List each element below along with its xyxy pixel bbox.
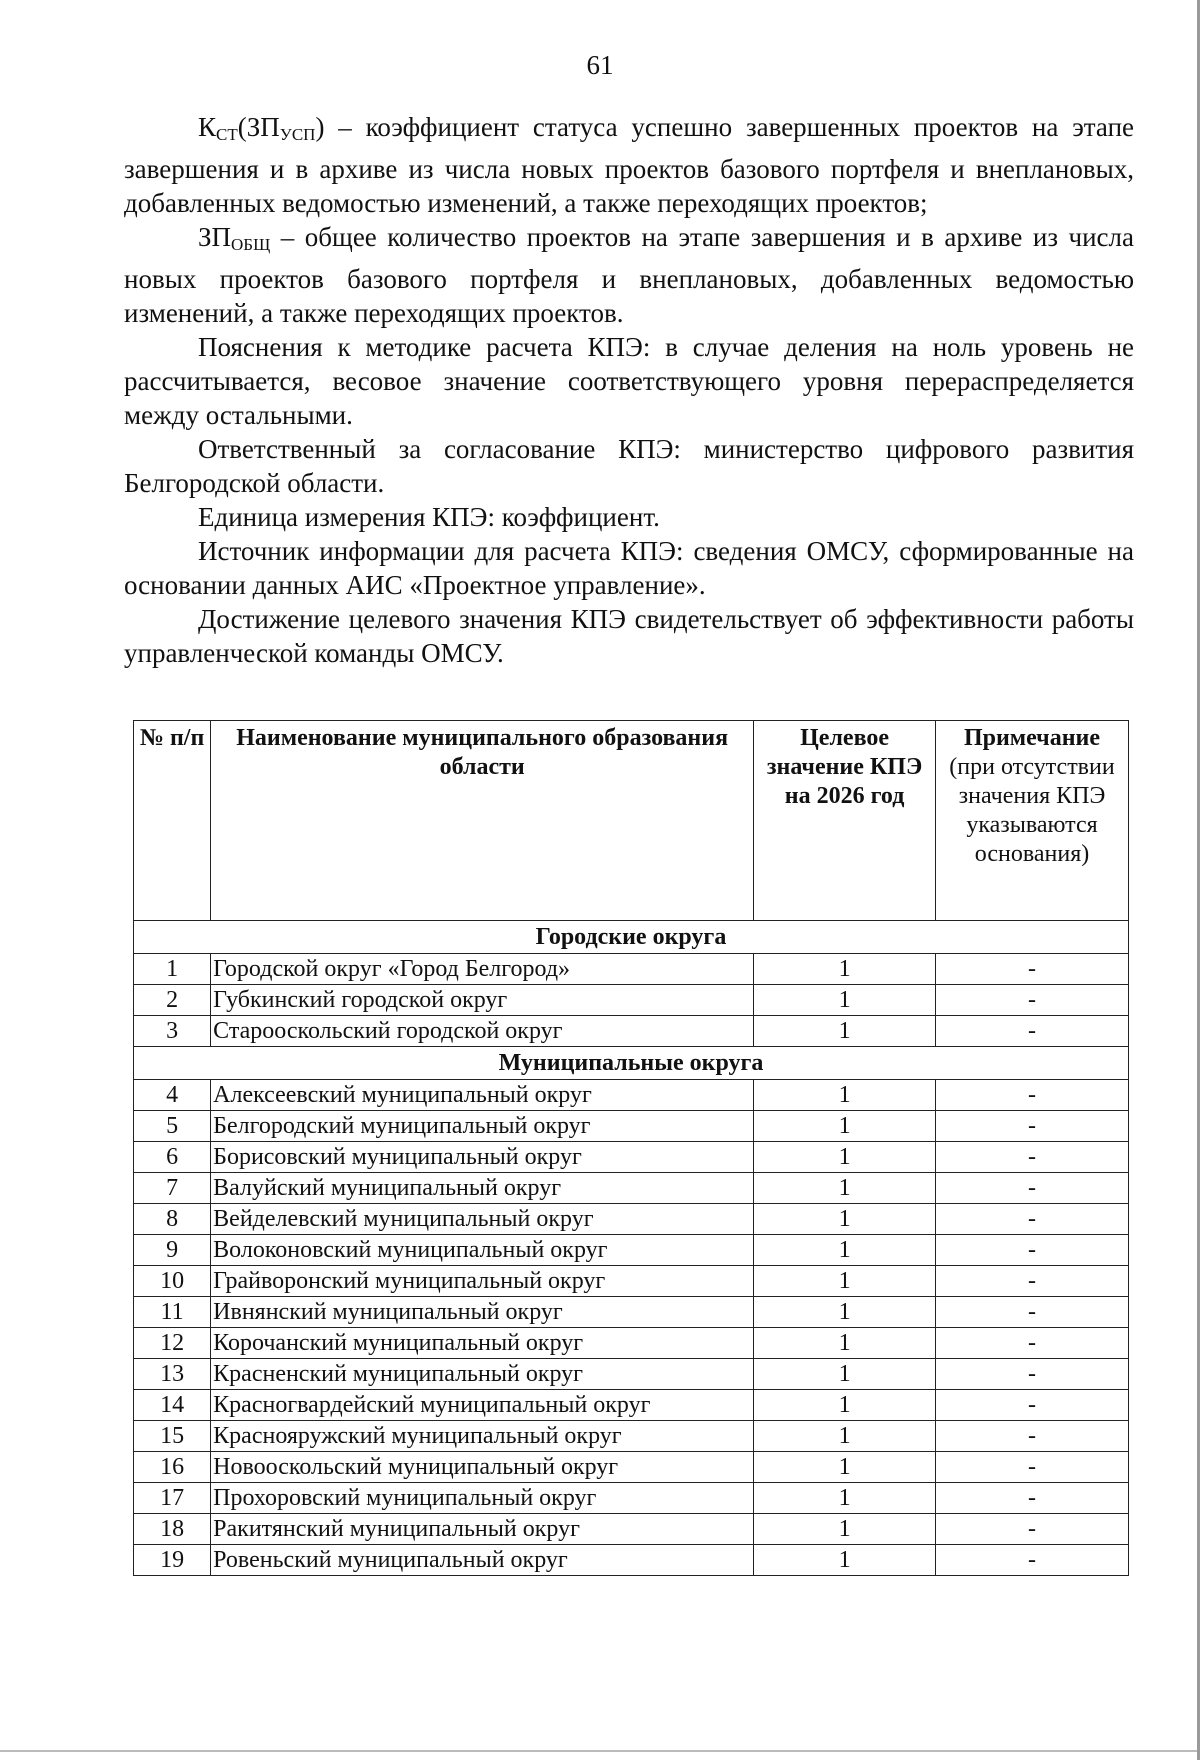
cell-num: 16 xyxy=(134,1452,211,1483)
header-name: Наименование муниципального образования области xyxy=(211,721,754,921)
cell-num: 7 xyxy=(134,1173,211,1204)
cell-name: Красногвардейский муниципальный округ xyxy=(211,1390,754,1421)
cell-note: - xyxy=(935,1483,1128,1514)
cell-name: Городской округ «Город Белгород» xyxy=(211,954,754,985)
cell-note: - xyxy=(935,1359,1128,1390)
cell-num: 17 xyxy=(134,1483,211,1514)
cell-note: - xyxy=(935,1235,1128,1266)
kst-symbol: К xyxy=(198,112,217,142)
section-title: Городские округа xyxy=(134,921,1129,954)
cell-name: Грайворонский муниципальный округ xyxy=(211,1266,754,1297)
header-note xyxy=(935,721,1128,921)
cell-note: - xyxy=(935,1266,1128,1297)
cell-value: 1 xyxy=(754,1452,936,1483)
table-row xyxy=(134,1514,1129,1545)
cell-note: - xyxy=(935,1080,1128,1111)
cell-num: 11 xyxy=(134,1297,211,1328)
cell-note: - xyxy=(935,985,1128,1016)
cell-num: 4 xyxy=(134,1080,211,1111)
cell-num: 19 xyxy=(134,1545,211,1576)
cell-value: 1 xyxy=(754,1483,936,1514)
kpi-table xyxy=(133,720,1129,1576)
table-row xyxy=(134,1266,1129,1297)
cell-value: 1 xyxy=(754,1359,936,1390)
table-body xyxy=(134,921,1129,1576)
cell-note: - xyxy=(935,1016,1128,1047)
cell-note: - xyxy=(935,1545,1128,1576)
cell-num: 6 xyxy=(134,1142,211,1173)
cell-name: Прохоровский муниципальный округ xyxy=(211,1483,754,1514)
header-note-detail: (при отсутствии значения КПЭ указываются основания) xyxy=(949,754,1115,867)
cell-value: 1 xyxy=(754,1390,936,1421)
cell-value: 1 xyxy=(754,1514,936,1545)
zp-text: – общее количество проектов на этапе завершения и в архиве из числа новых проектов базового портфеля и внеплановых, добавленных ведомостью изменений, а также переходящих проектов. xyxy=(124,222,1134,328)
section-title: Муниципальные округа xyxy=(134,1047,1129,1080)
table-row xyxy=(134,1173,1129,1204)
header-note-title: Примечание xyxy=(963,725,1101,751)
table-row xyxy=(134,954,1129,985)
cell-value: 1 xyxy=(754,1204,936,1235)
cell-num: 3 xyxy=(134,1016,211,1047)
cell-name: Корочанский муниципальный округ xyxy=(211,1328,754,1359)
cell-value: 1 xyxy=(754,1016,936,1047)
cell-value: 1 xyxy=(754,1421,936,1452)
paragraph-kst-definition xyxy=(124,110,1134,220)
paragraph-zp-definition xyxy=(124,220,1134,330)
section-row xyxy=(134,1047,1129,1080)
cell-name: Волоконовский муниципальный округ xyxy=(211,1235,754,1266)
cell-name: Вейделевский муниципальный округ xyxy=(211,1204,754,1235)
cell-note: - xyxy=(935,1390,1128,1421)
table-row xyxy=(134,1111,1129,1142)
cell-name: Новооскольский муниципальный округ xyxy=(211,1452,754,1483)
cell-num: 8 xyxy=(134,1204,211,1235)
cell-note: - xyxy=(935,1173,1128,1204)
table-row xyxy=(134,1235,1129,1266)
table-row xyxy=(134,1421,1129,1452)
cell-name: Алексеевский муниципальный округ xyxy=(211,1080,754,1111)
cell-value: 1 xyxy=(754,1173,936,1204)
cell-num: 12 xyxy=(134,1328,211,1359)
table-row xyxy=(134,1545,1129,1576)
cell-name: Краснояружский муниципальный округ xyxy=(211,1421,754,1452)
cell-note: - xyxy=(935,954,1128,985)
table-row xyxy=(134,1204,1129,1235)
cell-value: 1 xyxy=(754,1545,936,1576)
table-header-row xyxy=(134,721,1129,921)
cell-note: - xyxy=(935,1204,1128,1235)
cell-value: 1 xyxy=(754,1142,936,1173)
paragraph-explanations: Пояснения к методике расчета КПЭ: в случае деления на ноль уровень не рассчитывается, весовое значение соответствующего уровня перераспределяется между остальными. xyxy=(124,332,1134,430)
section-row xyxy=(134,921,1129,954)
table-row xyxy=(134,1016,1129,1047)
cell-num: 10 xyxy=(134,1266,211,1297)
document-body xyxy=(124,110,1134,670)
kst-subscript: СТ xyxy=(216,125,238,144)
cell-note: - xyxy=(935,1142,1128,1173)
cell-note: - xyxy=(935,1421,1128,1452)
paragraph-responsible: Ответственный за согласование КПЭ: министерство цифрового развития Белгородской области. xyxy=(124,434,1134,498)
cell-name: Белгородский муниципальный округ xyxy=(211,1111,754,1142)
cell-value: 1 xyxy=(754,1235,936,1266)
cell-note: - xyxy=(935,1111,1128,1142)
table-row xyxy=(134,985,1129,1016)
cell-name: Борисовский муниципальный округ xyxy=(211,1142,754,1173)
paragraph-achievement: Достижение целевого значения КПЭ свидетельствует об эффективности работы управленческой команды ОМСУ. xyxy=(124,604,1134,668)
cell-note: - xyxy=(935,1328,1128,1359)
cell-num: 1 xyxy=(134,954,211,985)
table-row xyxy=(134,1390,1129,1421)
table-row xyxy=(134,1328,1129,1359)
cell-num: 9 xyxy=(134,1235,211,1266)
cell-value: 1 xyxy=(754,985,936,1016)
paragraph-unit: Единица измерения КПЭ: коэффициент. xyxy=(198,502,660,532)
cell-value: 1 xyxy=(754,1111,936,1142)
cell-name: Старооскольский городской округ xyxy=(211,1016,754,1047)
cell-note: - xyxy=(935,1514,1128,1545)
table-row xyxy=(134,1359,1129,1390)
cell-note: - xyxy=(935,1297,1128,1328)
cell-name: Губкинский городской округ xyxy=(211,985,754,1016)
scan-border-line xyxy=(0,1750,1200,1752)
cell-name: Ракитянский муниципальный округ xyxy=(211,1514,754,1545)
cell-value: 1 xyxy=(754,1297,936,1328)
page-number: 61 xyxy=(586,50,614,80)
table-row xyxy=(134,1080,1129,1111)
paragraph-source: Источник информации для расчета КПЭ: сведения ОМСУ, сформированные на основании данных АИС «Проектное управление». xyxy=(124,536,1134,600)
cell-value: 1 xyxy=(754,1266,936,1297)
cell-name: Ивнянский муниципальный округ xyxy=(211,1297,754,1328)
kst-text: ) – коэффициент статуса успешно завершенных проектов на этапе завершения и в архиве из числа новых проектов базового портфеля и внеплановых, добавленных ведомостью изменений, а также переходящих проектов; xyxy=(124,112,1134,218)
header-value: Целевое значение КПЭ на 2026 год xyxy=(754,721,936,921)
table-row xyxy=(134,1452,1129,1483)
cell-num: 14 xyxy=(134,1390,211,1421)
table-row xyxy=(134,1297,1129,1328)
cell-value: 1 xyxy=(754,1328,936,1359)
zp-open: (ЗП xyxy=(237,112,280,142)
cell-num: 13 xyxy=(134,1359,211,1390)
header-num: № п/п xyxy=(134,721,211,921)
cell-note: - xyxy=(935,1452,1128,1483)
table-row xyxy=(134,1483,1129,1514)
cell-num: 18 xyxy=(134,1514,211,1545)
cell-value: 1 xyxy=(754,1080,936,1111)
cell-num: 15 xyxy=(134,1421,211,1452)
cell-name: Красненский муниципальный округ xyxy=(211,1359,754,1390)
cell-num: 5 xyxy=(134,1111,211,1142)
zp-symbol: ЗП xyxy=(198,222,232,252)
cell-name: Валуйский муниципальный округ xyxy=(211,1173,754,1204)
usp-subscript: УСП xyxy=(279,125,316,144)
cell-name: Ровеньский муниципальный округ xyxy=(211,1545,754,1576)
obsh-subscript: ОБЩ xyxy=(231,235,271,254)
cell-value: 1 xyxy=(754,954,936,985)
table-row xyxy=(134,1142,1129,1173)
cell-num: 2 xyxy=(134,985,211,1016)
